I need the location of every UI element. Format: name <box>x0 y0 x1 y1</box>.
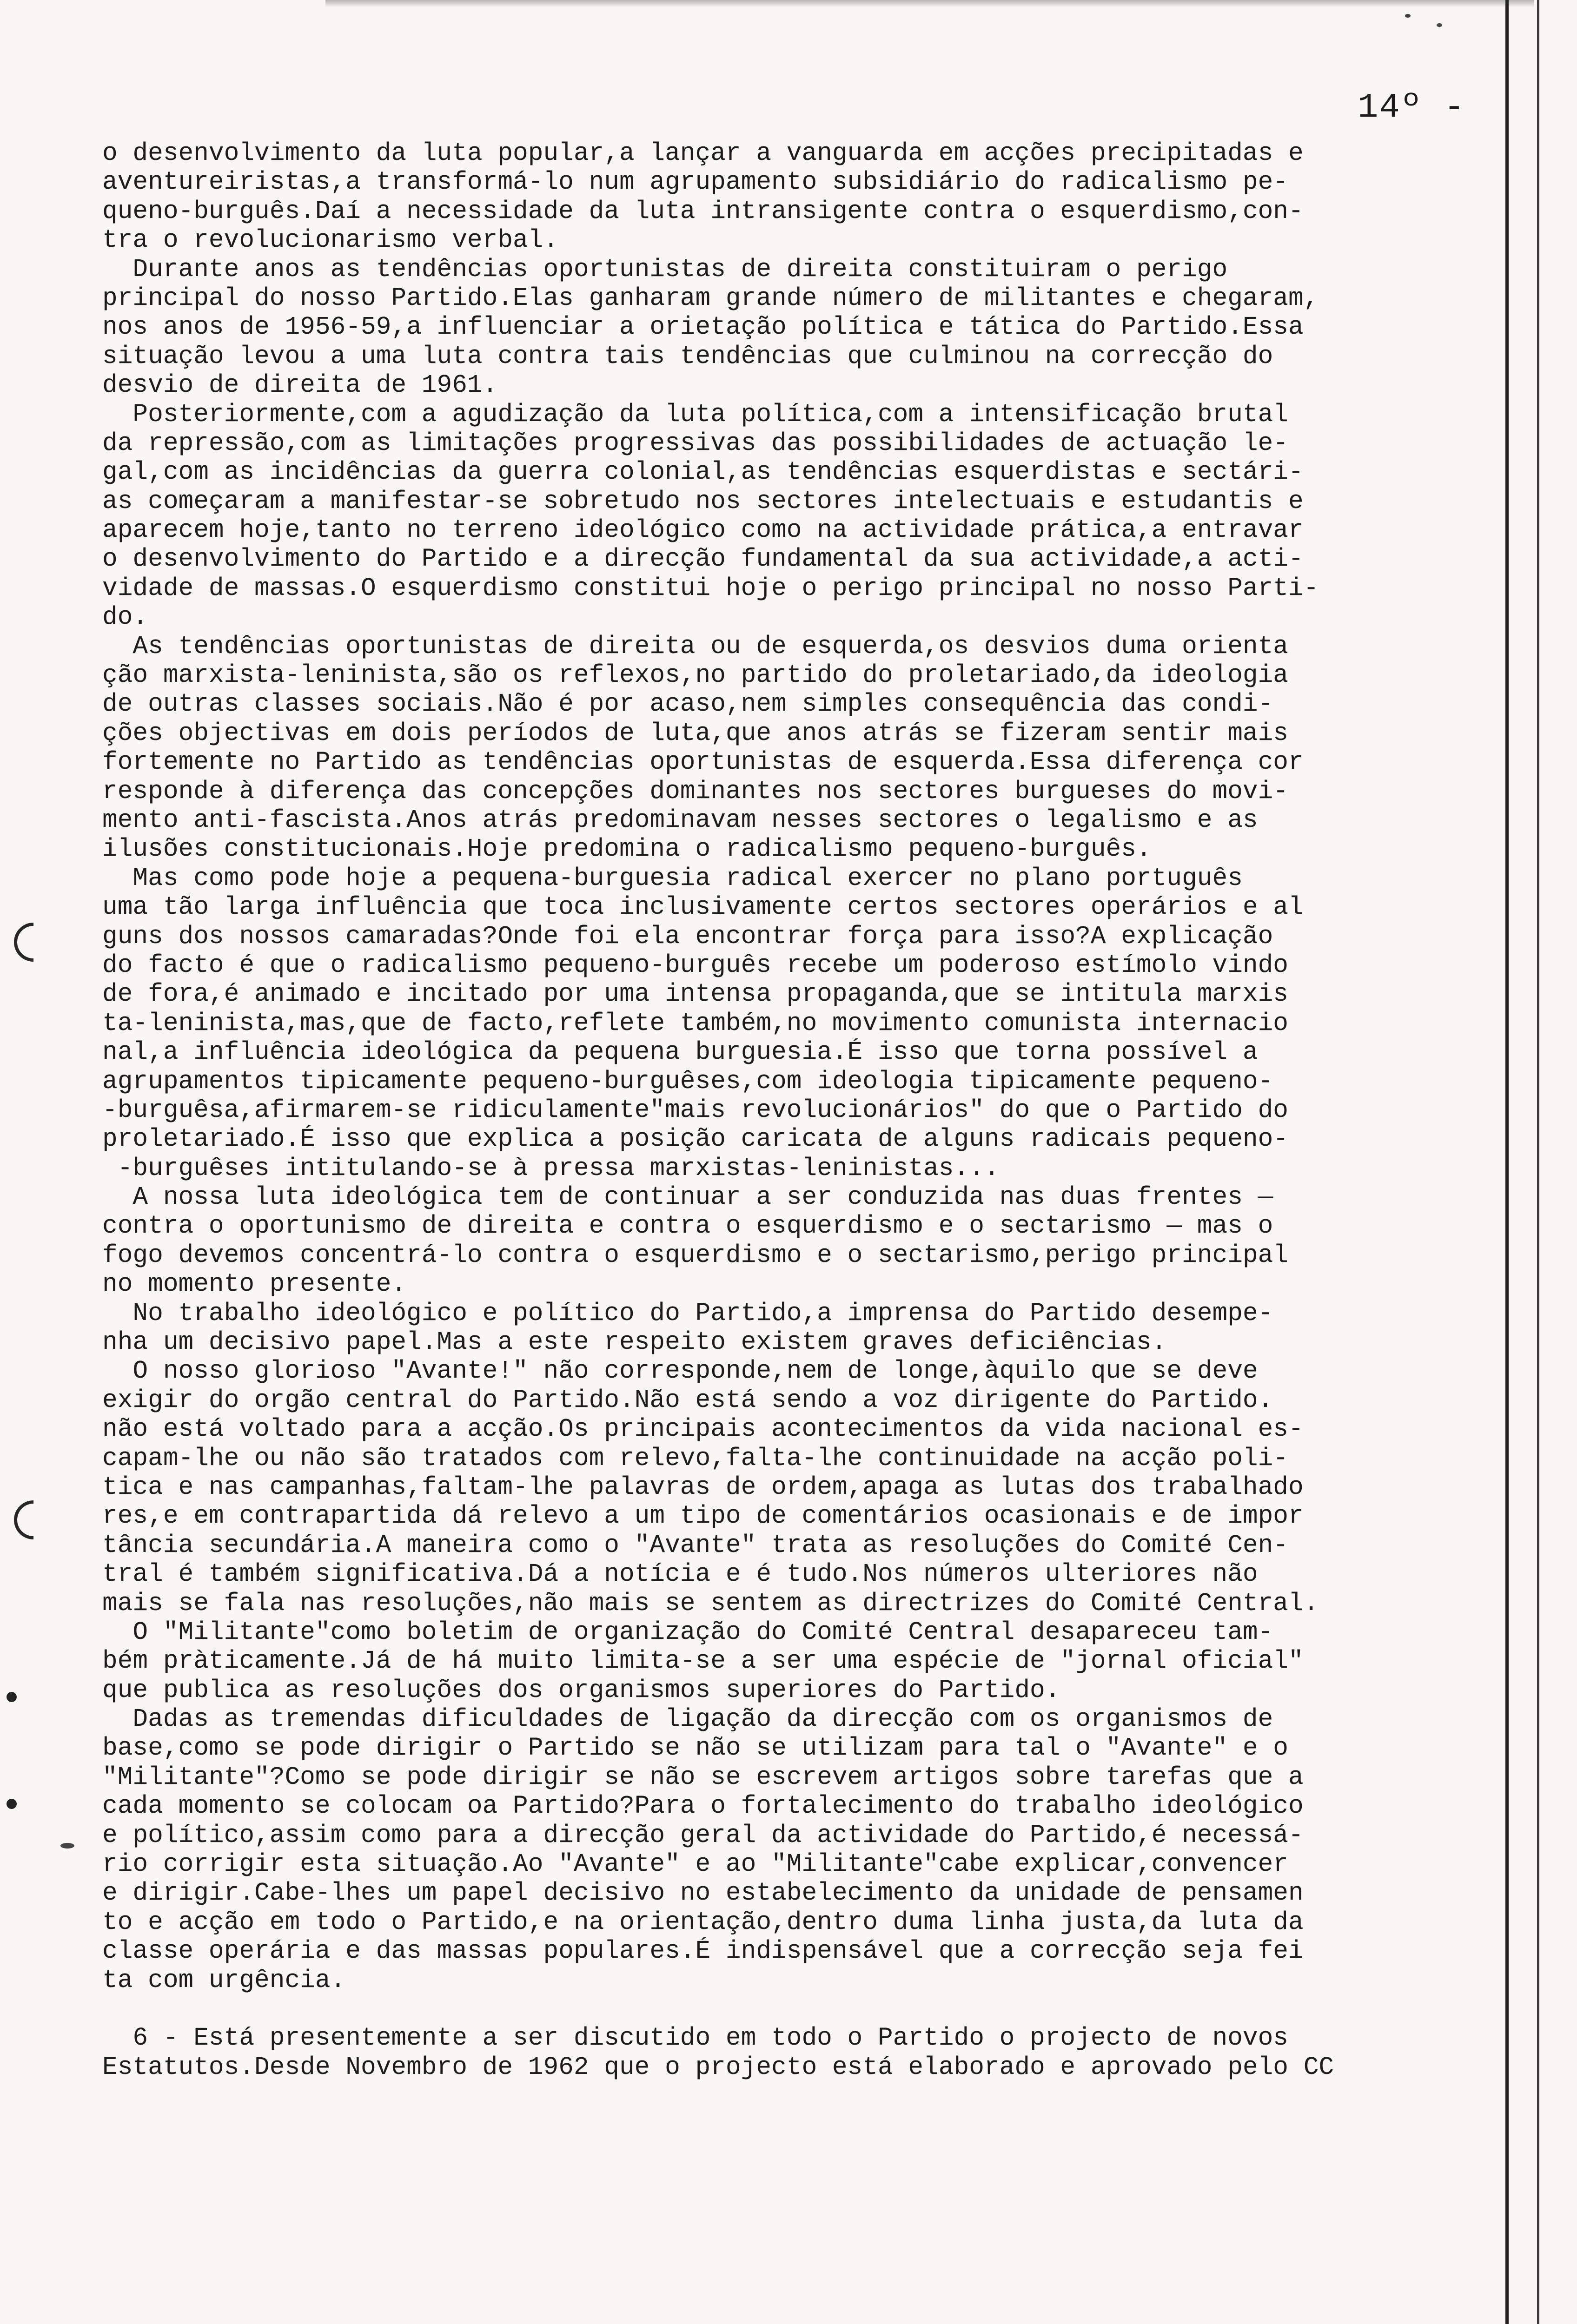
text-line: de outras classes sociais.Não é por acaso,nem simples consequência das condi- <box>102 690 1273 719</box>
text-line: as começaram a manifestar-se sobretudo nos sectores intelectuais e estudantis e <box>102 487 1304 516</box>
text-line: classe operária e das massas populares.É indispensável que a correcção seja fei <box>102 1937 1304 1966</box>
text-line: uma tão larga influência que toca inclusivamente certos sectores operários e al <box>102 893 1304 922</box>
text-line: res,e em contrapartida dá relevo a um tipo de comentários ocasionais e de impor <box>102 1502 1304 1531</box>
paragraph <box>102 1183 1539 1300</box>
text-line: responde à diferença das concepções dominantes nos sectores burgueses do movi- <box>102 777 1289 806</box>
text-line: "Militante"?Como se pode dirigir se não se escrevem artigos sobre tarefas que a <box>102 1763 1304 1792</box>
text-line: 6 - Está presentemente a ser discutido em todo o Partido o projecto de novos <box>102 2024 1289 2053</box>
text-line: mento anti-fascista.Anos atrás predominavam nesses sectores o legalismo e as <box>102 806 1258 835</box>
scan-smudge <box>325 0 1534 7</box>
paragraph <box>102 256 1539 401</box>
text-line: no momento presente. <box>102 1270 407 1299</box>
punch-dot-icon <box>7 1692 17 1702</box>
text-line: o desenvolvimento do Partido e a direcção fundamental da sua actividade,a acti- <box>102 545 1304 574</box>
paragraph <box>102 1357 1539 1618</box>
text-line: contra o oportunismo de direita e contra o esquerdismo e o sectarismo — mas o <box>102 1212 1273 1241</box>
text-line: capam-lhe ou não são tratados com relevo,falta-lhe continuidade na acção poli- <box>102 1444 1289 1473</box>
text-line: desvio de direita de 1961. <box>102 371 498 400</box>
text-line: e dirigir.Cabe-lhes um papel decisivo no estabelecimento da unidade de pensamen <box>102 1879 1304 1908</box>
text-line: ção marxista-leninista,são os reflexos,no partido do proletariado,da ideologia <box>102 661 1289 690</box>
paragraph <box>102 1705 1539 1995</box>
text-line: e político,assim como para a direcção geral da actividade do Partido,é necessá- <box>102 1821 1304 1850</box>
text-line: não está voltado para a acção.Os principais acontecimentos da vida nacional es- <box>102 1415 1304 1444</box>
text-line: ta com urgência. <box>102 1966 346 1995</box>
text-line: ilusões constitucionais.Hoje predomina o radicalismo pequeno-burguês. <box>102 835 1152 864</box>
text-line: tra o revolucionarismo verbal. <box>102 226 559 255</box>
text-line: da repressão,com as limitações progressivas das possibilidades de actuação le- <box>102 429 1289 458</box>
binding-line <box>1505 0 1509 2324</box>
text-line: rio corrigir esta situação.Ao "Avante" e ao "Militante"cabe explicar,convencer <box>102 1850 1289 1879</box>
text-line: ta-leninista,mas,que de facto,reflete também,no movimento comunista internacio <box>102 1009 1289 1038</box>
scan-speck <box>1437 23 1442 27</box>
text-line: Dadas as tremendas dificuldades de ligação da direcção com os organismos de <box>102 1705 1273 1734</box>
text-line: nal,a influência ideológica da pequena burguesia.É isso que torna possível a <box>102 1038 1258 1067</box>
text-line: base,como se pode dirigir o Partido se não se utilizam para tal o "Avante" e o <box>102 1734 1289 1763</box>
paragraph <box>102 1300 1539 1358</box>
text-line: situação levou a uma luta contra tais tendências que culminou na correcção do <box>102 342 1273 371</box>
scan-speck <box>1405 14 1411 18</box>
binding-line <box>1537 0 1539 2324</box>
punch-hole-icon <box>6 915 61 970</box>
text-line: nos anos de 1956-59,a influenciar a orietação política e tática do Partido.Essa <box>102 313 1304 342</box>
text-line: nha um decisivo papel.Mas a este respeito existem graves deficiências. <box>102 1328 1167 1357</box>
text-line: Mas como pode hoje a pequena-burguesia radical exercer no plano português <box>102 864 1243 893</box>
text-line: No trabalho ideológico e político do Partido,a imprensa do Partido desempe- <box>102 1299 1273 1328</box>
text-line: aparecem hoje,tanto no terreno ideológico como na actividade prática,a entravar <box>102 516 1304 545</box>
text-line: proletariado.É isso que explica a posição caricata de alguns radicais pequeno- <box>102 1125 1289 1154</box>
text-line: tica e nas campanhas,faltam-lhe palavras de ordem,apaga as lutas dos trabalhado <box>102 1473 1304 1502</box>
page-number: 14º - <box>1358 88 1466 127</box>
text-line: gal,com as incidências da guerra colonial,as tendências esquerdistas e sectári- <box>102 458 1304 487</box>
text-line <box>102 1995 1539 2024</box>
text-line: bém pràticamente.Já de há muito limita-se a ser uma espécie de "jornal oficial" <box>102 1647 1304 1676</box>
paragraph <box>102 1995 1539 2082</box>
paragraph <box>102 1618 1539 1705</box>
scan-speck <box>60 1843 74 1849</box>
text-line: queno-burguês.Daí a necessidade da luta intransigente contra o esquerdismo,con- <box>102 197 1304 226</box>
text-line: O nosso glorioso "Avante!" não corresponde,nem de longe,àquilo que se deve <box>102 1357 1258 1386</box>
text-line: O "Militante"como boletim de organização do Comité Central desapareceu tam- <box>102 1618 1273 1647</box>
text-line: Durante anos as tendências oportunistas de direita constituiram o perigo <box>102 255 1228 284</box>
text-line: tância secundária.A maneira como o "Avante" trata as resoluções do Comité Cen- <box>102 1531 1289 1560</box>
text-line: As tendências oportunistas de direita ou de esquerda,os desvios duma orienta <box>102 632 1289 661</box>
text-line: do facto é que o radicalismo pequeno-burguês recebe um poderoso estímolo vindo <box>102 951 1289 980</box>
paragraph <box>102 401 1539 633</box>
text-line: fogo devemos concentrá-lo contra o esquerdismo e o sectarismo,perigo principal <box>102 1241 1289 1270</box>
text-line: Estatutos.Desde Novembro de 1962 que o projecto está elaborado e aprovado pelo CC <box>102 2053 1334 2082</box>
text-line: fortemente no Partido as tendências oportunistas de esquerda.Essa diferença cor <box>102 748 1304 777</box>
text-line: do. <box>102 603 148 632</box>
text-line: mais se fala nas resoluções,não mais se sentem as directrizes do Comité Central. <box>102 1589 1319 1618</box>
text-line: de fora,é animado e incitado por uma intensa propaganda,que se intitula marxis <box>102 980 1289 1009</box>
punch-dot-icon <box>7 1799 17 1809</box>
text-line: exigir do orgão central do Partido.Não está sendo a voz dirigente do Partido. <box>102 1386 1273 1415</box>
text-line: que publica as resoluções dos organismos superiores do Partido. <box>102 1676 1060 1705</box>
text-line: cada momento se colocam oa Partido?Para o fortalecimento do trabalho ideológico <box>102 1792 1304 1821</box>
text-line: aventureiristas,a transformá-lo num agrupamento subsidiário do radicalismo pe- <box>102 168 1289 197</box>
text-line: Posteriormente,com a agudização da luta política,com a intensificação brutal <box>102 400 1289 429</box>
paragraph <box>102 865 1539 1183</box>
text-line: agrupamentos tipicamente pequeno-burguêses,com ideologia tipicamente pequeno- <box>102 1067 1273 1096</box>
body-text <box>102 139 1539 2082</box>
punch-hole-icon <box>6 1492 61 1548</box>
text-line: -burguêsa,afirmarem-se ridiculamente"mais revolucionários" do que o Partido do <box>102 1096 1289 1125</box>
paragraph <box>102 633 1539 865</box>
text-line: vidade de massas.O esquerdismo constitui hoje o perigo principal no nosso Parti- <box>102 574 1319 603</box>
text-line: A nossa luta ideológica tem de continuar a ser conduzida nas duas frentes — <box>102 1183 1273 1212</box>
paragraph <box>102 139 1539 256</box>
text-line: tral é também significativa.Dá a notícia e é tudo.Nos números ulteriores não <box>102 1560 1258 1589</box>
text-line: guns dos nossos camaradas?Onde foi ela encontrar força para isso?A explicação <box>102 922 1273 951</box>
text-line: o desenvolvimento da luta popular,a lançar a vanguarda em acções precipitadas e <box>102 139 1304 168</box>
text-line: principal do nosso Partido.Elas ganharam grande número de militantes e chegaram, <box>102 284 1319 313</box>
text-line: to e acção em todo o Partido,e na orientação,dentro duma linha justa,da luta da <box>102 1908 1304 1937</box>
text-line: -burguêses intitulando-se à pressa marxistas-leninistas... <box>102 1154 1000 1183</box>
text-line: ções objectivas em dois períodos de luta,que anos atrás se fizeram sentir mais <box>102 719 1289 748</box>
